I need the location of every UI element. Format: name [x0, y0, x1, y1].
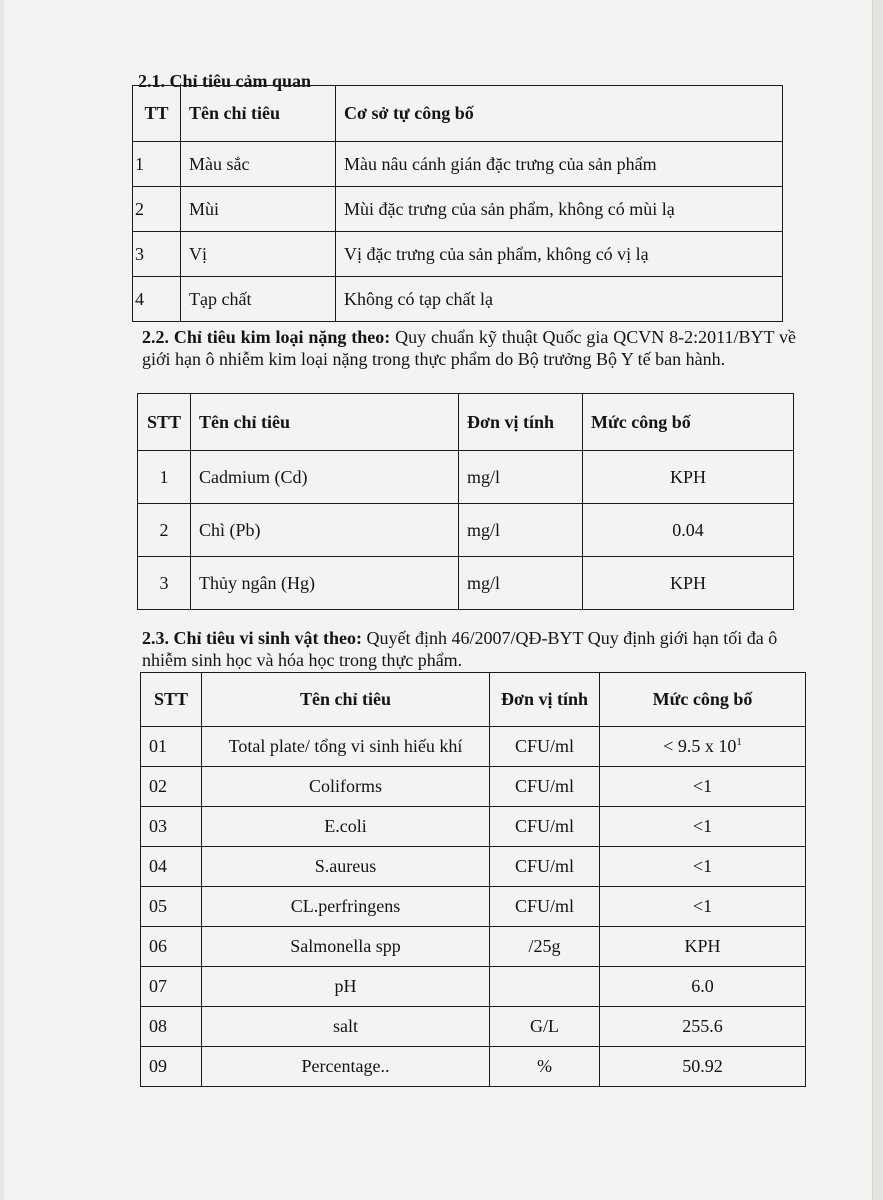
cell-name: Cadmium (Cd) [191, 451, 459, 504]
cell-index: 2 [138, 504, 191, 557]
cell-index: 08 [141, 1007, 202, 1047]
header-name: Tên chỉ tiêu [191, 394, 459, 451]
header-stt: STT [138, 394, 191, 451]
cell-level: 6.0 [600, 967, 806, 1007]
cell-name: Chì (Pb) [191, 504, 459, 557]
table-row [141, 767, 806, 807]
cell-name: S.aureus [202, 847, 490, 887]
cell-basis: Mùi đặc trưng của sản phẩm, không có mùi lạ [336, 187, 783, 232]
sensory-table [132, 85, 783, 322]
cell-level: 0.04 [583, 504, 794, 557]
heavy-metals-table [137, 393, 794, 610]
cell-index: 2 [133, 187, 181, 232]
table-row [133, 187, 783, 232]
table-row [141, 1047, 806, 1087]
table-row [141, 1007, 806, 1047]
header-basis: Cơ sở tự công bố [336, 86, 783, 142]
section-3-heading: 2.3. Chỉ tiêu vi sinh vật theo: Quyết định 46/2007/QĐ-BYT Quy định giới hạn tối đa ô nhiễm sinh học và hóa học trong thực phẩm. [142, 628, 778, 670]
cell-level: <1 [600, 887, 806, 927]
cell-index: 3 [138, 557, 191, 610]
cell-name: pH [202, 967, 490, 1007]
table-row [133, 277, 783, 322]
cell-unit: CFU/ml [490, 887, 600, 927]
cell-unit: CFU/ml [490, 767, 600, 807]
header-name: Tên chỉ tiêu [181, 86, 336, 142]
table-row [141, 967, 806, 1007]
cell-name: Màu sắc [181, 142, 336, 187]
table-row [141, 847, 806, 887]
cell-name: Total plate/ tổng vi sinh hiếu khí [202, 727, 490, 767]
header-level: Mức công bố [600, 673, 806, 727]
cell-index: 04 [141, 847, 202, 887]
cell-name: Thủy ngân (Hg) [191, 557, 459, 610]
cell-basis: Vị đặc trưng của sản phẩm, không có vị lạ [336, 232, 783, 277]
cell-level: <1 [600, 767, 806, 807]
cell-unit: % [490, 1047, 600, 1087]
microbiology-table [140, 672, 806, 1087]
cell-name: Coliforms [202, 767, 490, 807]
cell-level: KPH [583, 557, 794, 610]
cell-name: Salmonella spp [202, 927, 490, 967]
table-header-row [133, 86, 783, 142]
header-unit: Đơn vị tính [459, 394, 583, 451]
cell-unit: /25g [490, 927, 600, 967]
section-2-heading: 2.2. Chỉ tiêu kim loại nặng theo: Quy chuẩn kỹ thuật Quốc gia QCVN 8-2:2011/BYT về giới hạn ô nhiễm kim loại nặng trong thực phẩm do Bộ trưởng Bộ Y tế ban hành. [142, 327, 796, 369]
table-row [138, 451, 794, 504]
cell-level: KPH [600, 927, 806, 967]
cell-unit: CFU/ml [490, 807, 600, 847]
cell-unit: mg/l [459, 557, 583, 610]
cell-index: 4 [133, 277, 181, 322]
header-level: Mức công bố [583, 394, 794, 451]
header-unit: Đơn vị tính [490, 673, 600, 727]
exponent: 1 [736, 736, 742, 748]
scan-left-edge [0, 0, 4, 1200]
cell-name: CL.perfringens [202, 887, 490, 927]
table-header-row [138, 394, 794, 451]
table-header-row [141, 673, 806, 727]
table-row [138, 504, 794, 557]
cell-basis: Màu nâu cánh gián đặc trưng của sản phẩm [336, 142, 783, 187]
cell-index: 06 [141, 927, 202, 967]
cell-unit: mg/l [459, 451, 583, 504]
cell-index: 3 [133, 232, 181, 277]
cell-index: 01 [141, 727, 202, 767]
cell-level: <1 [600, 807, 806, 847]
cell-level: KPH [583, 451, 794, 504]
cell-name: E.coli [202, 807, 490, 847]
cell-name: Percentage.. [202, 1047, 490, 1087]
header-name: Tên chỉ tiêu [202, 673, 490, 727]
cell-index: 1 [138, 451, 191, 504]
cell-basis: Không có tạp chất lạ [336, 277, 783, 322]
cell-unit [490, 967, 600, 1007]
cell-index: 03 [141, 807, 202, 847]
cell-level [600, 727, 806, 767]
cell-name: Vị [181, 232, 336, 277]
header-stt: STT [141, 673, 202, 727]
table-row [141, 927, 806, 967]
cell-name: Tạp chất [181, 277, 336, 322]
header-tt: TT [133, 86, 181, 142]
cell-level: <1 [600, 847, 806, 887]
cell-unit: G/L [490, 1007, 600, 1047]
table-row [133, 232, 783, 277]
cell-index: 05 [141, 887, 202, 927]
table-row [141, 807, 806, 847]
table-row [138, 557, 794, 610]
table-row [141, 727, 806, 767]
cell-index: 1 [133, 142, 181, 187]
cell-level: 50.92 [600, 1047, 806, 1087]
cell-index: 09 [141, 1047, 202, 1087]
cell-name: salt [202, 1007, 490, 1047]
cell-index: 07 [141, 967, 202, 1007]
level-value: < 9.5 x 10 [663, 736, 737, 756]
table-row [133, 142, 783, 187]
cell-unit: CFU/ml [490, 847, 600, 887]
scan-right-edge [872, 0, 883, 1200]
cell-index: 02 [141, 767, 202, 807]
cell-unit: mg/l [459, 504, 583, 557]
table-row [141, 887, 806, 927]
cell-level: 255.6 [600, 1007, 806, 1047]
cell-name: Mùi [181, 187, 336, 232]
cell-unit: CFU/ml [490, 727, 600, 767]
section-1-heading: 2.1. Chỉ tiêu cảm quan [138, 71, 312, 91]
